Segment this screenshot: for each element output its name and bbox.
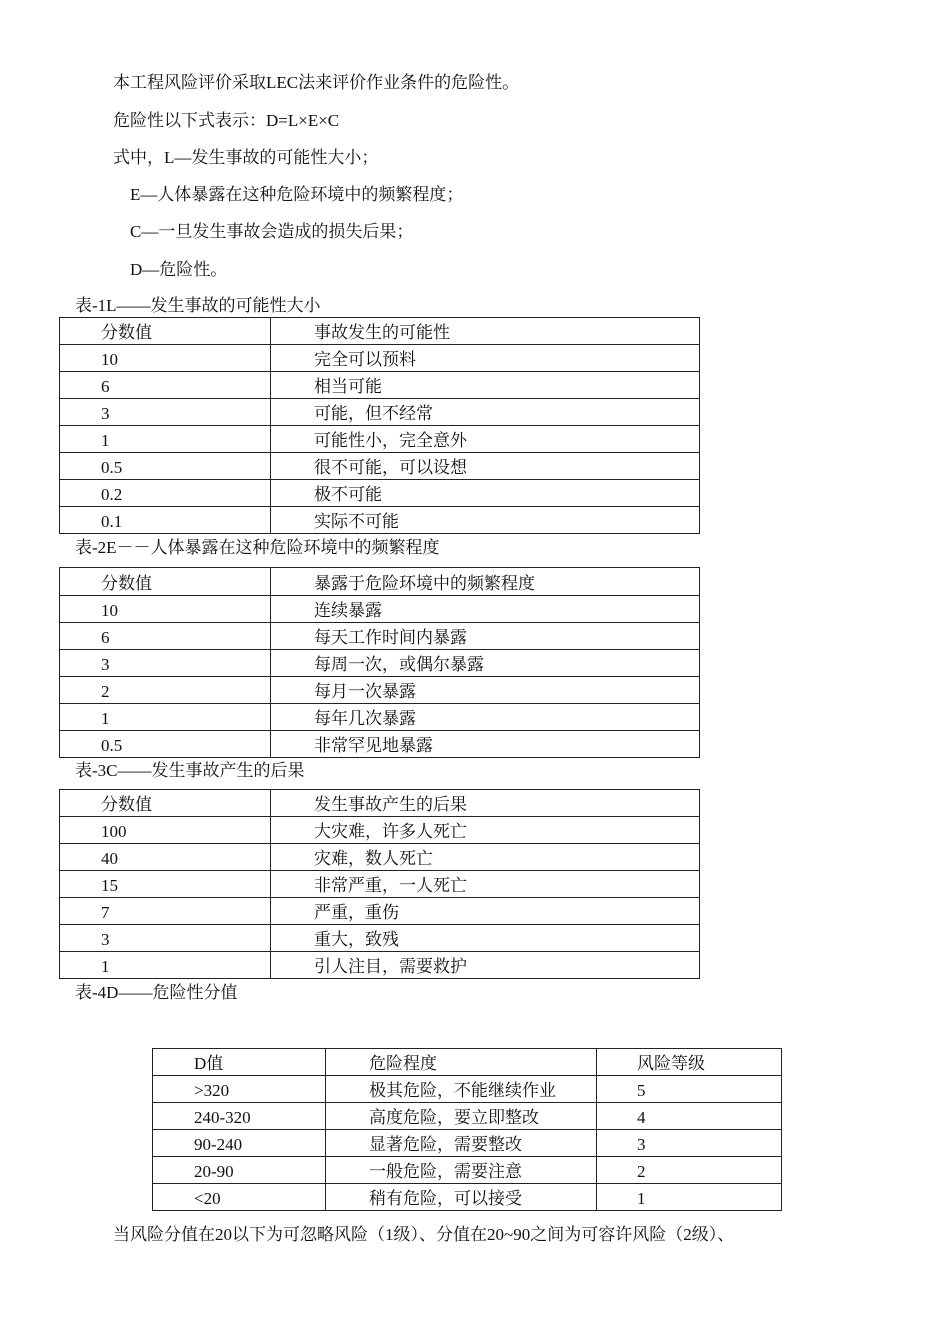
table-row (60, 844, 700, 871)
table-row (60, 677, 700, 704)
table-cell: 0.1 (60, 507, 271, 534)
table-cell: 2 (597, 1157, 782, 1184)
table-cell: 10 (60, 345, 271, 372)
table-header-row (60, 318, 700, 345)
table-cell: 1 (60, 704, 271, 731)
table-header-cell: 分数值 (60, 568, 271, 596)
table-cell: 稍有危险，可以接受 (326, 1184, 597, 1211)
table-cell: 可能性小，完全意外 (271, 426, 700, 453)
table-row (60, 871, 700, 898)
table-cell: 1 (597, 1184, 782, 1211)
table-cell: 连续暴露 (271, 596, 700, 623)
table-header-row (60, 568, 700, 596)
table-cell: 40 (60, 844, 271, 871)
intro-definition-c: C—一旦发生事故会造成的损失后果； (130, 222, 414, 241)
intro-formula-line: 危险性以下式表示：D=L×E×C (113, 111, 340, 130)
table-header-row (60, 790, 700, 817)
table-row (60, 704, 700, 731)
table-header-cell: 分数值 (60, 318, 271, 345)
table-cell: 大灾难，许多人死亡 (271, 817, 700, 844)
table-row (153, 1103, 782, 1130)
table-row (60, 952, 700, 979)
table-cell: 完全可以预料 (271, 345, 700, 372)
table-cell: 0.5 (60, 731, 271, 758)
table-cell: 很不可能，可以设想 (271, 453, 700, 480)
table-cell: 15 (60, 871, 271, 898)
table-cell: 3 (60, 650, 271, 677)
table-row (60, 507, 700, 534)
table-cell: 非常罕见地暴露 (271, 731, 700, 758)
table-cell: 1 (60, 952, 271, 979)
table-cell: 3 (597, 1130, 782, 1157)
table-cell: 3 (60, 399, 271, 426)
table-row (60, 480, 700, 507)
table-row (60, 453, 700, 480)
table-cell: 0.5 (60, 453, 271, 480)
table-cell: >320 (153, 1076, 326, 1103)
footer-text: 当风险分值在20以下为可忽略风险（1级）、分值在20~90之间为可容许风险（2级）、 (113, 1225, 735, 1244)
table-likelihood (59, 317, 700, 534)
table-cell: 90-240 (153, 1130, 326, 1157)
table-cell: 10 (60, 596, 271, 623)
table-cell: 4 (597, 1103, 782, 1130)
table-cell: 重大，致残 (271, 925, 700, 952)
table-header-cell: D值 (153, 1049, 326, 1076)
table-cell: 每周一次，或偶尔暴露 (271, 650, 700, 677)
table-row (60, 399, 700, 426)
table-cell: 非常严重，一人死亡 (271, 871, 700, 898)
table-cell: 相当可能 (271, 372, 700, 399)
table-cell: 实际不可能 (271, 507, 700, 534)
table-cell: <20 (153, 1184, 326, 1211)
table-cell: 严重，重伤 (271, 898, 700, 925)
table-cell: 引人注目，需要救护 (271, 952, 700, 979)
table-cell: 显著危险，需要整改 (326, 1130, 597, 1157)
table-row (153, 1130, 782, 1157)
table-cell: 7 (60, 898, 271, 925)
table-row (60, 426, 700, 453)
table-cell: 20-90 (153, 1157, 326, 1184)
table-row (60, 817, 700, 844)
table-row (60, 731, 700, 758)
table-row (153, 1184, 782, 1211)
table-row (60, 596, 700, 623)
table-cell: 每天工作时间内暴露 (271, 623, 700, 650)
table-row (60, 925, 700, 952)
table1-title: 表-1L——发生事故的可能性大小 (75, 296, 321, 315)
table-cell: 灾难，数人死亡 (271, 844, 700, 871)
table-cell: 0.2 (60, 480, 271, 507)
table-row (60, 345, 700, 372)
table-header-row (153, 1049, 782, 1076)
table4-title: 表-4D——危险性分值 (75, 983, 238, 1002)
intro-definition-l: 式中，L—发生事故的可能性大小； (113, 148, 379, 167)
table3-title: 表-3C——发生事故产生的后果 (75, 761, 305, 780)
table-header-cell: 发生事故产生的后果 (271, 790, 700, 817)
table-header-cell: 风险等级 (597, 1049, 782, 1076)
table-row (153, 1076, 782, 1103)
table-consequence (59, 789, 700, 979)
table-cell: 240-320 (153, 1103, 326, 1130)
table-cell: 1 (60, 426, 271, 453)
table-row (60, 650, 700, 677)
table-cell: 每年几次暴露 (271, 704, 700, 731)
table-cell: 6 (60, 372, 271, 399)
table-header-cell: 危险程度 (326, 1049, 597, 1076)
table-header-cell: 暴露于危险环境中的频繁程度 (271, 568, 700, 596)
intro-definition-d: D—危险性。 (130, 260, 228, 279)
table2-title: 表-2E－－人体暴露在这种危险环境中的频繁程度 (75, 538, 440, 557)
table-cell: 可能，但不经常 (271, 399, 700, 426)
table-cell: 2 (60, 677, 271, 704)
table-exposure (59, 567, 700, 758)
table-cell: 高度危险，要立即整改 (326, 1103, 597, 1130)
table-cell: 极不可能 (271, 480, 700, 507)
table-header-cell: 事故发生的可能性 (271, 318, 700, 345)
table-cell: 6 (60, 623, 271, 650)
table-header-cell: 分数值 (60, 790, 271, 817)
table-row (153, 1157, 782, 1184)
table-cell: 100 (60, 817, 271, 844)
table-row (60, 898, 700, 925)
table-row (60, 372, 700, 399)
table-cell: 3 (60, 925, 271, 952)
table-risk-score (152, 1048, 782, 1211)
intro-line-1: 本工程风险评价采取LEC法来评价作业条件的危险性。 (113, 73, 520, 92)
table-cell: 每月一次暴露 (271, 677, 700, 704)
table-row (60, 623, 700, 650)
intro-definition-e: E—人体暴露在这种危险环境中的频繁程度； (130, 185, 464, 204)
table-cell: 极其危险，不能继续作业 (326, 1076, 597, 1103)
table-cell: 一般危险，需要注意 (326, 1157, 597, 1184)
table-cell: 5 (597, 1076, 782, 1103)
